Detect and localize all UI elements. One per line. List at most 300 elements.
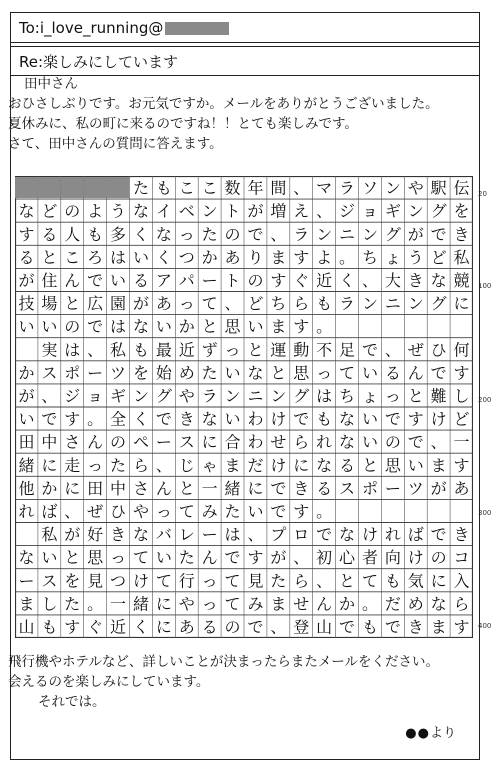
manuscript-char: で <box>384 617 401 637</box>
redacted-cell <box>61 177 84 198</box>
manuscript-char: で <box>430 363 447 383</box>
manuscript-char: の <box>247 270 264 290</box>
manuscript-char: 思 <box>293 363 310 383</box>
manuscript-char: 他 <box>18 478 35 498</box>
manuscript-char: ひ <box>430 340 447 360</box>
manuscript-char: 山 <box>316 617 333 637</box>
manuscript-char: ぐ <box>87 617 104 637</box>
manuscript-char: 多 <box>110 224 127 244</box>
ruler-mark: 400 <box>478 622 492 630</box>
manuscript-char: だ <box>384 594 401 614</box>
intro-line: おひさしぶりです。お元気ですか。メールをありがとうございました。 <box>8 96 439 112</box>
manuscript-char: は <box>316 386 333 406</box>
signature-mark: ●● <box>405 726 430 741</box>
signature <box>405 722 456 741</box>
manuscript-char: み <box>247 594 264 614</box>
manuscript-char: ま <box>430 455 447 475</box>
manuscript-char: ン <box>407 294 424 314</box>
manuscript-char: っ <box>316 363 333 383</box>
manuscript-char: 、 <box>293 548 310 568</box>
manuscript-char: ン <box>270 386 287 406</box>
closing-line: それでは。 <box>38 694 106 710</box>
manuscript-char: く <box>132 409 149 429</box>
manuscript-char: 、 <box>270 617 287 637</box>
manuscript-char: れ <box>384 525 401 545</box>
manuscript-char: ま <box>224 455 241 475</box>
manuscript-char: グ <box>293 386 310 406</box>
manuscript-char: こ <box>201 178 218 198</box>
manuscript-char: ん <box>87 432 104 452</box>
manuscript-char: っ <box>201 594 218 614</box>
manuscript-char: る <box>18 247 35 267</box>
manuscript-char: ン <box>316 224 333 244</box>
manuscript-char: き <box>178 409 195 429</box>
manuscript-char: 競 <box>453 270 470 290</box>
manuscript-char: な <box>132 317 149 337</box>
manuscript-char: や <box>178 386 195 406</box>
manuscript-char: 、 <box>316 571 333 591</box>
manuscript-char: け <box>361 525 378 545</box>
manuscript-char: 難 <box>430 386 447 406</box>
manuscript-char: 田 <box>87 478 104 498</box>
manuscript-char: す <box>64 409 81 429</box>
manuscript-char: 増 <box>270 201 287 221</box>
manuscript-char: た <box>64 594 81 614</box>
manuscript-char: に <box>430 571 447 591</box>
manuscript-char: っ <box>384 386 401 406</box>
manuscript-char: る <box>339 455 356 475</box>
manuscript-char: き <box>407 270 424 290</box>
manuscript-char: か <box>201 247 218 267</box>
manuscript-char: 。 <box>316 501 333 521</box>
manuscript-char: で <box>361 340 378 360</box>
manuscript-char: ま <box>18 594 35 614</box>
manuscript-char: こ <box>178 178 195 198</box>
manuscript-char: て <box>361 571 378 591</box>
manuscript-char: い <box>361 363 378 383</box>
manuscript-char: の <box>64 317 81 337</box>
manuscript-char: る <box>201 617 218 637</box>
manuscript-char: っ <box>178 294 195 314</box>
manuscript-char: 。 <box>87 594 104 614</box>
manuscript-char: で <box>316 525 333 545</box>
manuscript-char: 私 <box>453 247 470 267</box>
manuscript-char: 私 <box>110 340 127 360</box>
manuscript-char: で <box>430 525 447 545</box>
outro-line: 会えるのを楽しみにしています。 <box>8 674 210 690</box>
manuscript-char: い <box>361 432 378 452</box>
manuscript-char: 緒 <box>224 478 241 498</box>
manuscript-char: ず <box>201 340 218 360</box>
manuscript-char: に <box>453 294 470 314</box>
manuscript-char: は <box>110 247 127 267</box>
manuscript-char: る <box>384 363 401 383</box>
manuscript-char: よ <box>87 201 104 221</box>
manuscript-char: き <box>453 224 470 244</box>
manuscript-char: て <box>155 571 172 591</box>
manuscript-char: が <box>430 478 447 498</box>
manuscript-char: し <box>41 594 58 614</box>
manuscript-char: あ <box>155 294 172 314</box>
manuscript-char: ー <box>155 432 172 452</box>
manuscript-char: と <box>407 386 424 406</box>
manuscript-char: ん <box>201 548 218 568</box>
manuscript-char: ス <box>339 478 356 498</box>
manuscript-char: に <box>41 455 58 475</box>
manuscript-char: を <box>64 571 81 591</box>
manuscript-char: ー <box>201 525 218 545</box>
manuscript-char: グ <box>430 294 447 314</box>
manuscript-char: ろ <box>87 247 104 267</box>
manuscript-char: 。 <box>339 247 356 267</box>
manuscript-char: 、 <box>316 201 333 221</box>
manuscript-char: ジ <box>64 386 81 406</box>
manuscript-char: な <box>339 525 356 545</box>
manuscript-char: い <box>132 247 149 267</box>
manuscript-char: ポ <box>64 363 81 383</box>
manuscript-char: 、 <box>41 386 58 406</box>
manuscript-char: ど <box>430 247 447 267</box>
manuscript-char: 一 <box>201 478 218 498</box>
manuscript-char: か <box>178 317 195 337</box>
manuscript-char: る <box>316 478 333 498</box>
manuscript-char: 思 <box>224 317 241 337</box>
manuscript-char: 走 <box>64 455 81 475</box>
manuscript-char: っ <box>110 548 127 568</box>
manuscript-char: 、 <box>293 178 310 198</box>
manuscript-char: 田 <box>18 432 35 452</box>
manuscript-char: 、 <box>64 501 81 521</box>
manuscript-char: で <box>270 478 287 498</box>
manuscript-char: す <box>407 409 424 429</box>
manuscript-char: す <box>293 501 310 521</box>
manuscript-char: 者 <box>361 548 378 568</box>
manuscript-char: る <box>132 270 149 290</box>
manuscript-char: ペ <box>132 432 149 452</box>
manuscript-char: で <box>155 409 172 429</box>
manuscript-char: か <box>339 594 356 614</box>
manuscript-char: と <box>64 548 81 568</box>
manuscript-char: で <box>407 432 424 452</box>
manuscript-char: く <box>132 617 149 637</box>
manuscript-char: き <box>453 525 470 545</box>
manuscript-char: た <box>270 571 287 591</box>
ruler-mark: 20 <box>478 190 487 198</box>
manuscript-char: ト <box>224 201 241 221</box>
manuscript-char: い <box>110 270 127 290</box>
manuscript-char: は <box>64 340 81 360</box>
manuscript-char: あ <box>178 617 195 637</box>
manuscript-char: で <box>293 409 310 429</box>
manuscript-char: 大 <box>384 270 401 290</box>
manuscript-char: ン <box>361 294 378 314</box>
manuscript-char: ど <box>453 409 470 429</box>
manuscript-char: い <box>247 501 264 521</box>
manuscript-char: せ <box>270 432 287 452</box>
manuscript-char: が <box>132 294 149 314</box>
manuscript-char: や <box>407 178 424 198</box>
manuscript-char: も <box>316 409 333 429</box>
manuscript-char: ば <box>41 501 58 521</box>
manuscript-char: 動 <box>293 340 310 360</box>
manuscript-char: で <box>247 224 264 244</box>
manuscript-char: ー <box>384 478 401 498</box>
manuscript-char: 人 <box>64 224 81 244</box>
subject-field <box>11 46 479 76</box>
manuscript-char: で <box>87 317 104 337</box>
manuscript-char: ン <box>407 201 424 221</box>
ruler-mark: 200 <box>478 396 492 404</box>
manuscript-char: イ <box>155 201 172 221</box>
manuscript-char: 間 <box>270 178 287 198</box>
manuscript-char: が <box>64 525 81 545</box>
manuscript-char: あ <box>224 247 241 267</box>
manuscript-char: な <box>18 201 35 221</box>
manuscript-char: グ <box>384 224 401 244</box>
manuscript-char: 思 <box>384 455 401 475</box>
manuscript-char: ニ <box>247 386 264 406</box>
manuscript-char: 。 <box>361 594 378 614</box>
manuscript-char: を <box>132 363 149 383</box>
manuscript-char: っ <box>87 455 104 475</box>
manuscript-char: の <box>64 201 81 221</box>
outro-paragraph <box>0 652 500 712</box>
manuscript-char: グ <box>430 201 447 221</box>
manuscript-char: い <box>41 317 58 337</box>
manuscript-char: 駅 <box>430 178 447 198</box>
manuscript-char: ニ <box>339 224 356 244</box>
manuscript-char: け <box>430 409 447 429</box>
manuscript-char: ポ <box>361 478 378 498</box>
manuscript-char: ち <box>339 386 356 406</box>
manuscript-char: さ <box>132 478 149 498</box>
manuscript-char: う <box>407 247 424 267</box>
manuscript-char: と <box>339 571 356 591</box>
manuscript-char: 全 <box>110 409 127 429</box>
outro-line: 飛行機やホテルなど、詳しいことが決まったらまたメールをください。 <box>8 654 440 670</box>
manuscript-char: い <box>247 317 264 337</box>
manuscript-char: の <box>430 548 447 568</box>
manuscript-char: 私 <box>41 525 58 545</box>
manuscript-char: ら <box>132 455 149 475</box>
manuscript-char: た <box>110 455 127 475</box>
manuscript-char: ま <box>270 594 287 614</box>
manuscript-char: も <box>41 617 58 637</box>
manuscript-char: じ <box>178 455 195 475</box>
manuscript-char: と <box>270 363 287 383</box>
manuscript-char: 何 <box>453 340 470 360</box>
manuscript-char: ン <box>384 178 401 198</box>
manuscript-char: く <box>155 247 172 267</box>
manuscript-char: 気 <box>407 571 424 591</box>
manuscript-char: が <box>407 224 424 244</box>
manuscript-char: は <box>224 525 241 545</box>
manuscript-char: 始 <box>155 363 172 383</box>
manuscript-char: い <box>407 455 424 475</box>
manuscript-char: け <box>132 571 149 591</box>
manuscript-char: た <box>201 363 218 383</box>
manuscript-char: ョ <box>361 201 378 221</box>
manuscript-char: で <box>224 548 241 568</box>
manuscript-char: か <box>41 478 58 498</box>
redacted-cell <box>107 177 130 198</box>
manuscript-char: が <box>270 548 287 568</box>
manuscript-char: ょ <box>384 247 401 267</box>
manuscript-char: ま <box>430 617 447 637</box>
greeting-line: 田中さん <box>24 76 78 92</box>
manuscript-char: い <box>155 317 172 337</box>
manuscript-char: の <box>384 432 401 452</box>
manuscript-char: ら <box>293 294 310 314</box>
manuscript-char: に <box>201 432 218 452</box>
manuscript-char: つ <box>178 247 195 267</box>
manuscript-char: も <box>384 571 401 591</box>
manuscript-char: ラ <box>293 224 310 244</box>
manuscript-char: い <box>18 409 35 429</box>
manuscript-char: わ <box>247 432 264 452</box>
manuscript-char: な <box>201 409 218 429</box>
manuscript-char: 住 <box>41 270 58 290</box>
manuscript-char: 不 <box>316 340 333 360</box>
manuscript-char: 、 <box>224 294 241 314</box>
manuscript-char: た <box>178 548 195 568</box>
manuscript-char: 向 <box>384 548 401 568</box>
manuscript-char: き <box>407 617 424 637</box>
manuscript-char: て <box>224 594 241 614</box>
manuscript-char: な <box>339 409 356 429</box>
manuscript-char: の <box>224 617 241 637</box>
manuscript-char: れ <box>18 501 35 521</box>
manuscript-char: さ <box>64 432 81 452</box>
manuscript-char: ン <box>132 386 149 406</box>
manuscript-char: ー <box>87 363 104 383</box>
manuscript-char: け <box>407 548 424 568</box>
manuscript-char: ラ <box>201 386 218 406</box>
manuscript-char: ア <box>155 270 172 290</box>
manuscript-char: で <box>41 409 58 429</box>
intro-line: さて、田中さんの質問に答えます。 <box>8 136 223 152</box>
manuscript-char: ソ <box>361 178 378 198</box>
manuscript-char: パ <box>178 270 195 290</box>
manuscript-char: ち <box>270 294 287 314</box>
manuscript-char: 伝 <box>453 178 470 198</box>
manuscript-char: い <box>224 363 241 383</box>
manuscript-char: な <box>339 432 356 452</box>
manuscript-char: す <box>18 224 35 244</box>
manuscript-char: 一 <box>110 594 127 614</box>
manuscript-char: 近 <box>178 340 195 360</box>
manuscript-char: み <box>201 501 218 521</box>
manuscript-char: せ <box>293 594 310 614</box>
manuscript-char: な <box>316 455 333 475</box>
manuscript-char: っ <box>178 224 195 244</box>
manuscript-char: マ <box>316 178 333 198</box>
manuscript-char: な <box>132 525 149 545</box>
manuscript-char: わ <box>247 409 264 429</box>
manuscript-char: て <box>224 571 241 591</box>
manuscript-char: を <box>453 201 470 221</box>
manuscript-char: 近 <box>316 270 333 290</box>
manuscript-char: プ <box>270 525 287 545</box>
manuscript-char: と <box>41 247 58 267</box>
manuscript-char: な <box>18 548 35 568</box>
manuscript-char: 。 <box>316 317 333 337</box>
manuscript-char: 中 <box>110 478 127 498</box>
manuscript-char: で <box>384 409 401 429</box>
to-label: To:i_love_running@ <box>19 19 164 37</box>
manuscript-char: こ <box>64 247 81 267</box>
manuscript-char: も <box>316 294 333 314</box>
manuscript-char: な <box>430 594 447 614</box>
manuscript-char: 場 <box>41 294 58 314</box>
manuscript-char: 数 <box>224 178 241 198</box>
manuscript-char: 最 <box>155 340 172 360</box>
manuscript-char: す <box>453 363 470 383</box>
manuscript-char: 、 <box>247 525 264 545</box>
manuscript-char: な <box>155 224 172 244</box>
manuscript-char: ー <box>18 571 35 591</box>
manuscript-char: ギ <box>384 201 401 221</box>
manuscript-char: も <box>132 340 149 360</box>
manuscript-char: ギ <box>110 386 127 406</box>
manuscript-char: で <box>247 617 264 637</box>
signature-suffix: より <box>429 726 456 741</box>
manuscript-char: よ <box>316 247 333 267</box>
manuscript-char: け <box>270 409 287 429</box>
manuscript-char: ゃ <box>201 455 218 475</box>
manuscript-char: き <box>293 478 310 498</box>
manuscript-char: ベ <box>178 201 195 221</box>
manuscript-char: 、 <box>384 340 401 360</box>
manuscript-char: だ <box>247 455 264 475</box>
manuscript-char: が <box>18 270 35 290</box>
manuscript-char: ん <box>155 478 172 498</box>
manuscript-char: ラ <box>339 294 356 314</box>
manuscript-char: す <box>270 270 287 290</box>
manuscript-char: 運 <box>270 340 287 360</box>
manuscript-char: 入 <box>453 571 470 591</box>
manuscript-char: 、 <box>361 270 378 290</box>
manuscript-char: も <box>155 178 172 198</box>
manuscript-char: て <box>339 363 356 383</box>
manuscript-char: ぜ <box>407 340 424 360</box>
manuscript-char: っ <box>155 501 172 521</box>
manuscript-char: や <box>178 594 195 614</box>
manuscript-char: て <box>178 501 195 521</box>
manuscript-char: グ <box>155 386 172 406</box>
manuscript-char: ま <box>270 317 287 337</box>
manuscript-char: ン <box>201 201 218 221</box>
manuscript-char: ツ <box>110 363 127 383</box>
manuscript-char: の <box>110 432 127 452</box>
manuscript-char: ぜ <box>87 501 104 521</box>
manuscript-char: っ <box>201 571 218 591</box>
manuscript-char: く <box>339 270 356 290</box>
manuscript-char: ま <box>270 247 287 267</box>
manuscript-char: た <box>224 501 241 521</box>
manuscript-char: め <box>178 363 195 383</box>
manuscript-char: 広 <box>87 294 104 314</box>
manuscript-char: ョ <box>87 386 104 406</box>
manuscript-char: て <box>132 548 149 568</box>
manuscript-char: 初 <box>316 548 333 568</box>
manuscript-char: ン <box>224 386 241 406</box>
manuscript-char: っ <box>224 340 241 360</box>
manuscript-char: う <box>110 201 127 221</box>
manuscript-char: や <box>132 501 149 521</box>
manuscript-char: 緒 <box>132 594 149 614</box>
manuscript-char: と <box>201 317 218 337</box>
